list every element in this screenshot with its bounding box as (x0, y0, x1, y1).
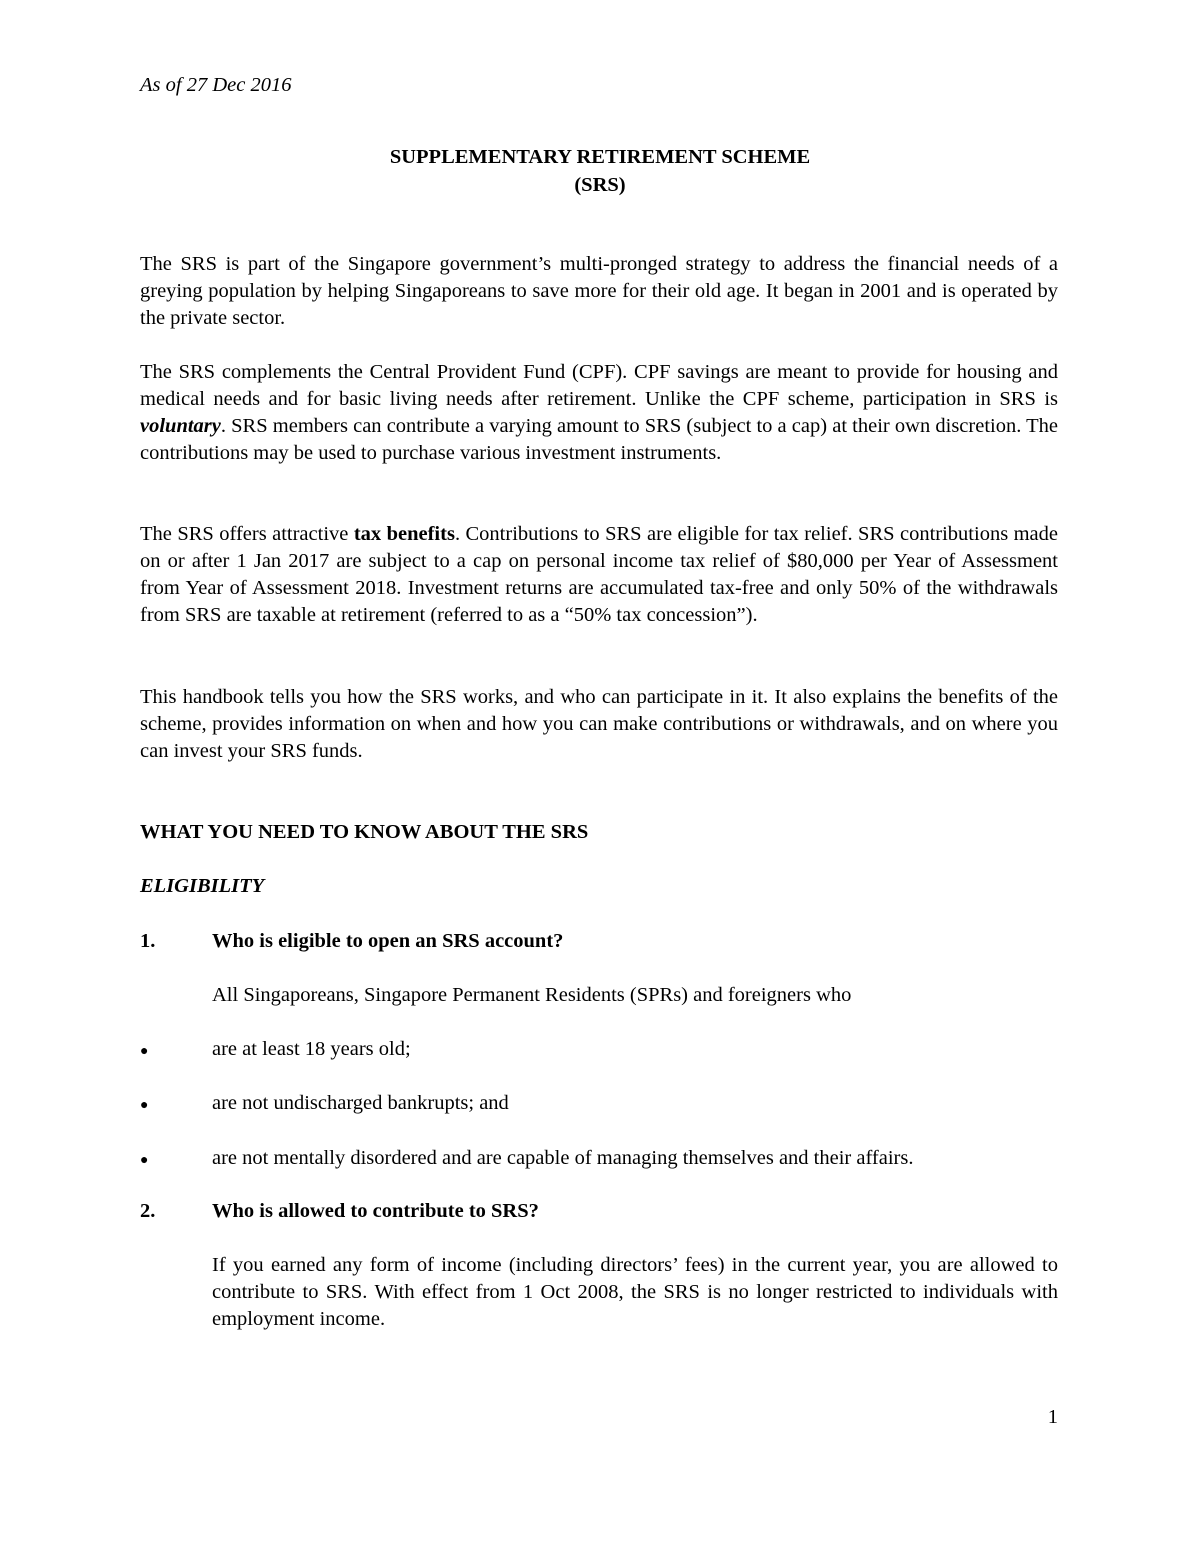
question-1-number: 1. (140, 930, 156, 952)
eligibility-bullet-3: are not mentally disordered and are capable of managing themselves and their affairs. (212, 1147, 914, 1169)
question-1-text: Who is eligible to open an SRS account? (212, 930, 564, 952)
question-2-number: 2. (140, 1200, 156, 1222)
section-heading: WHAT YOU NEED TO KNOW ABOUT THE SRS (140, 821, 589, 843)
bullet-icon: ● (140, 1098, 149, 1113)
intro-paragraph-1: The SRS is part of the Singapore government’s multi-pronged strategy to address the financial needs of a greying population by helping Singaporeans to save more for their old age. It began in 2001 and is operated by the private sector. (140, 253, 1058, 329)
document-title: SUPPLEMENTARY RETIREMENT SCHEME (389, 146, 811, 168)
page-number: 1 (1047, 1406, 1058, 1428)
intro-paragraph-3-text-a: The SRS offers attractive (140, 523, 354, 545)
intro-paragraph-3-text-b: . Contributions to SRS are eligible for tax relief. SRS contributions made on or after 1 Jan 2017 are subject to a cap on personal income tax relief of $80,000 per Year of Assessment from Year of Assessment 2018. Investment returns are accumulated tax-free and only 50% of the withdrawals from SRS are taxable at retirement (referred to as a “50% tax concession”). (140, 523, 1059, 626)
intro-paragraph-3 (140, 521, 1058, 629)
question-1-lead: All Singaporeans, Singapore Permanent Residents (SPRs) and foreigners who (212, 984, 852, 1006)
eligibility-bullet-1: are at least 18 years old; (212, 1038, 411, 1060)
question-2-answer: If you earned any form of income (including directors’ fees) in the current year, you are allowed to contribute to SRS. With effect from 1 Oct 2008, the SRS is no longer restricted to individuals with employment income. (212, 1254, 1058, 1330)
intro-paragraph-2-text-a: The SRS complements the Central Provident Fund (CPF). CPF savings are meant to provide for housing and medical needs and for basic living needs after retirement. Unlike the CPF scheme, participation in SRS is (140, 361, 1058, 410)
question-2-text: Who is allowed to contribute to SRS? (212, 1200, 539, 1222)
eligibility-bullet-2: are not undischarged bankrupts; and (212, 1092, 509, 1114)
intro-paragraph-4: This handbook tells you how the SRS works, and who can participate in it. It also explains the benefits of the scheme, provides information on when and how you can make contributions or withdrawals, and on where you can invest your SRS funds. (140, 686, 1058, 762)
as-of-date: As of 27 Dec 2016 (140, 74, 292, 96)
intro-paragraph-2 (140, 359, 1058, 467)
bullet-icon: ● (140, 1044, 149, 1059)
document-title-acronym: (SRS) (574, 174, 626, 196)
tax-benefits-emphasis: tax benefits (353, 523, 455, 545)
voluntary-emphasis: voluntary (140, 415, 221, 437)
eligibility-subheading: ELIGIBILITY (140, 875, 265, 897)
intro-paragraph-2-text-b: . SRS members can contribute a varying amount to SRS (subject to a cap) at their own discretion. The contributions may be used to purchase various investment instruments. (140, 415, 1058, 464)
bullet-icon: ● (140, 1153, 149, 1168)
